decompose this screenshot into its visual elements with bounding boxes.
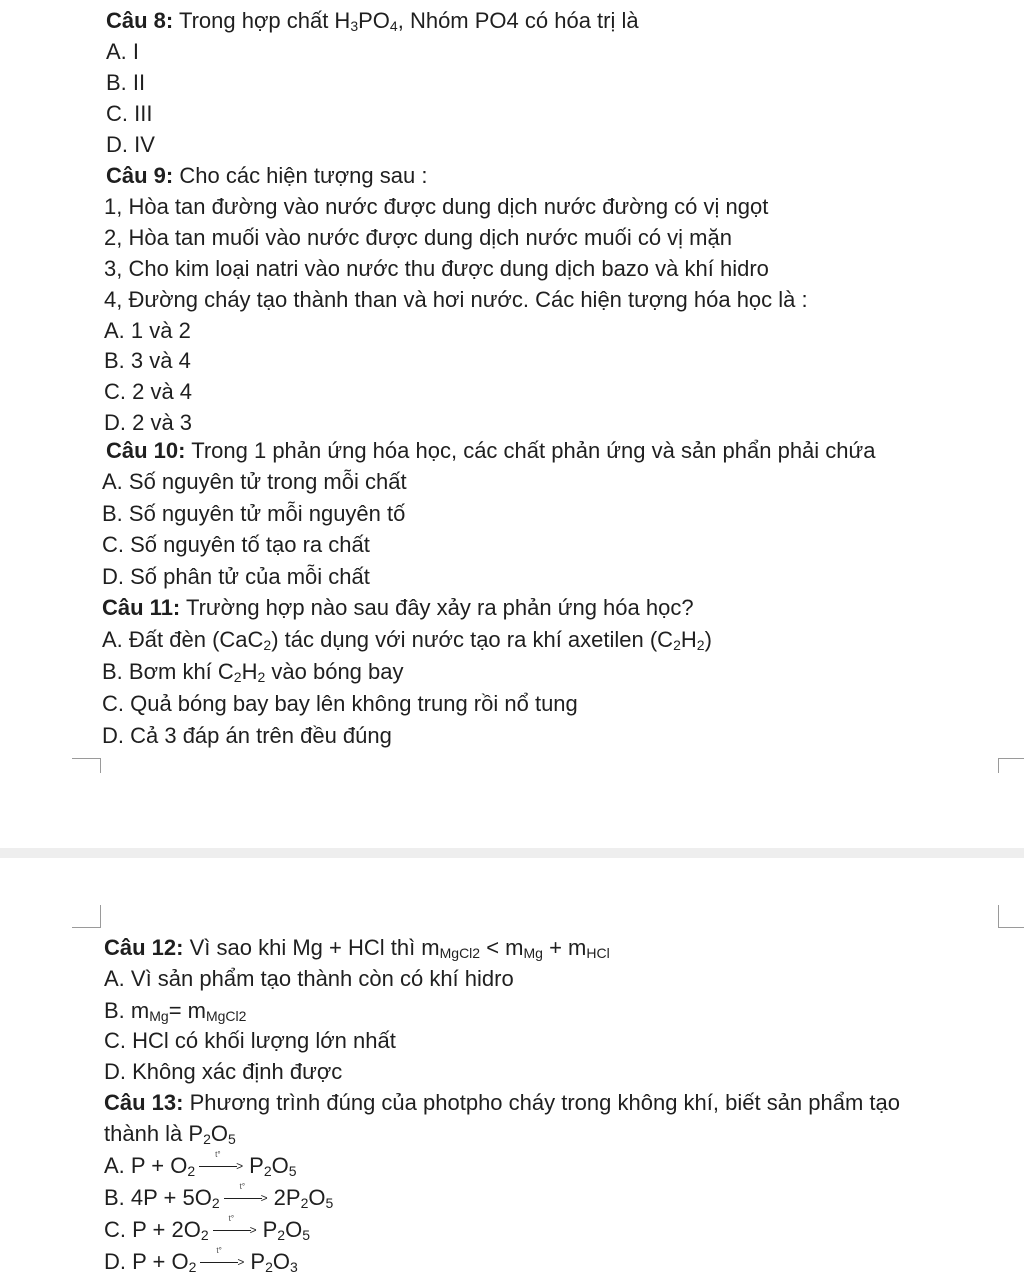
question-11-label: Câu 11: (102, 595, 181, 620)
question-13-text: Câu 13: Phương trình đúng của photpho cháy trong không khí, biết sản phẩm tạo (104, 1090, 901, 1115)
q8-option-b: B. II (106, 70, 146, 95)
q11-option-d: D. Cả 3 đáp án trên đều đúng (102, 723, 392, 748)
question-12-label: Câu 12: (104, 935, 184, 960)
page-margin-corner (998, 758, 1024, 773)
question-8-label: Câu 8: (106, 8, 174, 33)
page-margin-corner (72, 905, 101, 928)
q10-option-c: C. Số nguyên tố tạo ra chất (102, 532, 370, 557)
q13-option-d: D. $P + O_2$ t° > $P_2O_3$ (104, 1246, 298, 1275)
page-margin-corner (998, 905, 1024, 928)
reaction-arrow-icon: t° > (224, 1187, 268, 1207)
q8-option-c: C. III (106, 101, 153, 126)
q9-item-3: 3, Cho kim loại natri vào nước thu được dung dịch bazo và khí hidro (104, 256, 769, 281)
q9-option-d: D. 2 và 3 (104, 410, 193, 435)
question-12-text: Câu 12: Vì sao khi Mg + HCl thì $m_{MgCl2} < m_{Mg} + m_{HCl}$ (104, 935, 610, 961)
q9-option-b: B. 3 và 4 (104, 348, 191, 373)
q8-option-d: D. IV (106, 132, 155, 157)
question-8-text: Câu 8: Trong hợp chất $H_3PO_4$, Nhóm PO4 có hóa trị là (106, 8, 639, 34)
q13-text-continued: thành là $P_2O_5$ (104, 1121, 236, 1147)
question-11-text: Câu 11: Trường hợp nào sau đây xảy ra phản ứng hóa học? (102, 595, 694, 620)
q10-option-d: D. Số phân tử của mỗi chất (102, 564, 370, 589)
reaction-arrow-icon: t° > (200, 1251, 244, 1271)
q11-option-c: C. Quả bóng bay bay lên không trung rồi nổ tung (102, 691, 578, 716)
question-13-label: Câu 13: (104, 1090, 184, 1115)
question-10-label: Câu 10: (106, 438, 186, 463)
q13-option-a: A. $P + O_2$ t° > $P_2O_5$ (104, 1150, 297, 1179)
q11-option-b: B. Bơm khí $C_2H_2$ vào bóng bay (102, 659, 404, 685)
reaction-arrow-icon: t° > (213, 1219, 257, 1239)
q12-option-a: A. Vì sản phẩm tạo thành còn có khí hidro (104, 966, 514, 991)
q13-option-b: B. $4P + 5O_2$ t° > $2P_2O_5$ (104, 1182, 334, 1211)
question-10-text: Câu 10: Trong 1 phản ứng hóa học, các chất phản ứng và sản phẩn phải chứa (106, 438, 876, 463)
q8-option-a: A. I (106, 39, 140, 64)
q9-item-1: 1, Hòa tan đường vào nước được dung dịch nước đường có vị ngọt (104, 194, 769, 219)
q9-option-a: A. 1 và 2 (104, 318, 191, 343)
q12-option-d: D. Không xác định được (104, 1059, 343, 1084)
q9-item-2: 2, Hòa tan muối vào nước được dung dịch nước muối có vị mặn (104, 225, 732, 250)
page-margin-corner (72, 758, 101, 773)
page-break (0, 848, 1024, 858)
question-9-label: Câu 9: (106, 163, 174, 188)
q9-item-4: 4, Đường cháy tạo thành than và hơi nước. Các hiện tượng hóa học là : (104, 287, 808, 312)
reaction-arrow-icon: t° > (199, 1155, 243, 1175)
q12-option-c: C. HCl có khối lượng lớn nhất (104, 1028, 396, 1053)
question-9-text: Câu 9: Cho các hiện tượng sau : (106, 163, 428, 188)
q12-option-b: B. $m_{Mg}= m_{MgCl2}$ (104, 998, 247, 1024)
q10-option-a: A. Số nguyên tử trong mỗi chất (102, 469, 407, 494)
q10-option-b: B. Số nguyên tử mỗi nguyên tố (102, 501, 406, 526)
q13-option-c: C. $P + 2O_2$ t° > $P_2O_5$ (104, 1214, 311, 1243)
q11-option-a: A. Đất đèn (CaC$_2$) tác dụng với nước tạo ra khí axetilen $(C_2H_2)$ (102, 627, 712, 653)
q9-option-c: C. 2 và 4 (104, 379, 193, 404)
